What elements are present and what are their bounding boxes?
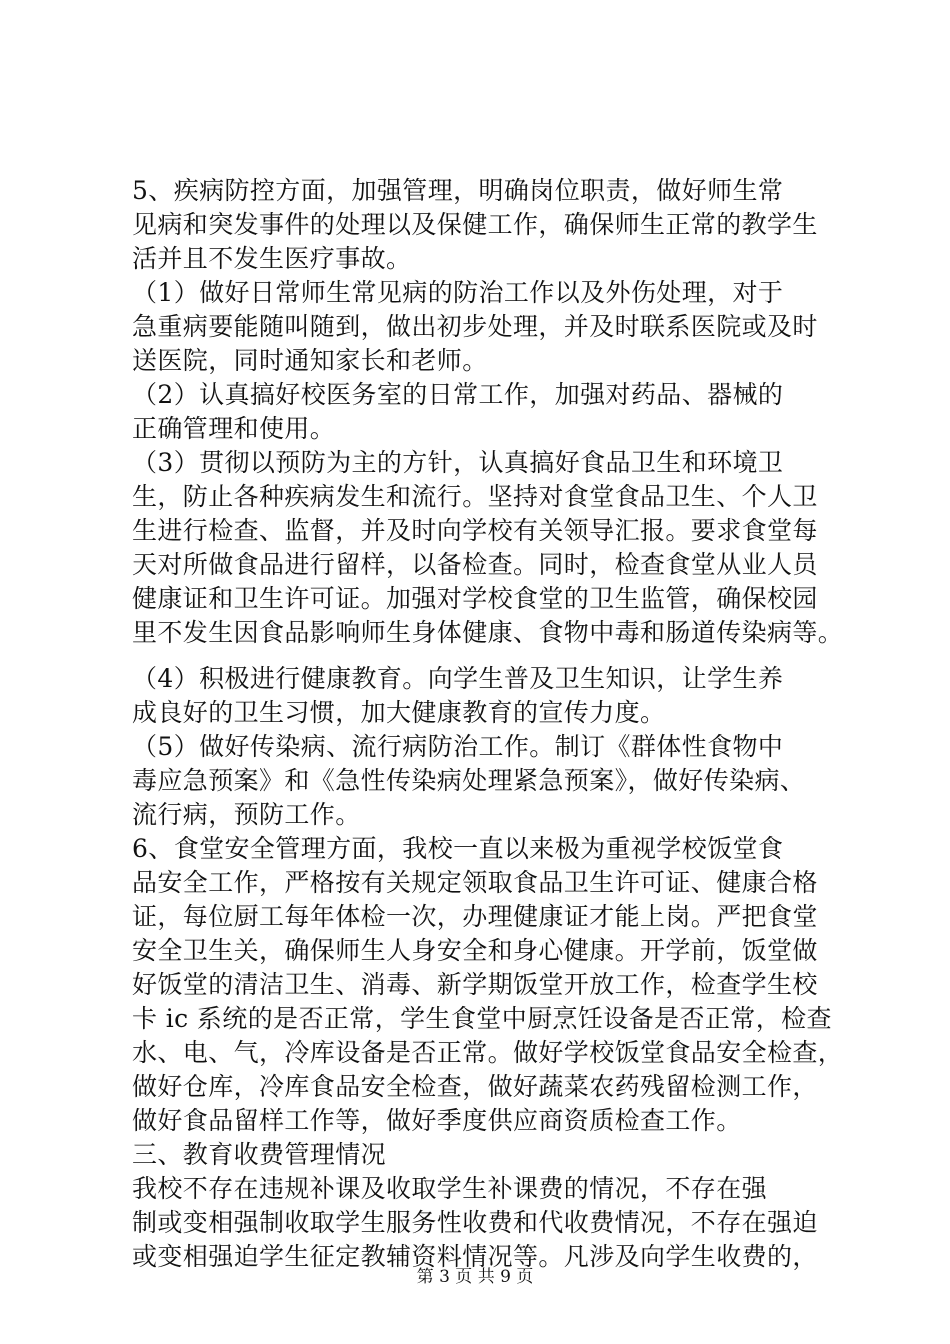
text-line: （1）做好日常师生常见病的防治工作以及外伤处理，对于	[132, 278, 784, 307]
text-line: 正确管理和使用。	[132, 414, 336, 443]
text-line: （5）做好传染病、流行病防治工作。制订《群体性食物中	[132, 732, 784, 761]
text-line: （2）认真搞好校医务室的日常工作，加强对药品、器械的	[132, 380, 784, 409]
text-line: 里不发生因食品影响师生身体健康、食物中毒和肠道传染病等。	[132, 618, 844, 647]
text-line: 卡 ic 系统的是否正常，学生食堂中厨烹饪设备是否正常，检查	[132, 1004, 832, 1033]
text-line: 毒应急预案》和《急性传染病处理紧急预案》，做好传染病、	[132, 766, 806, 795]
text-line: 制或变相强制收取学生服务性收费和代收费情况，不存在强迫	[132, 1208, 818, 1237]
text-line: 5、疾病防控方面，加强管理，明确岗位职责，做好师生常	[132, 176, 784, 205]
text-line: 急重病要能随叫随到，做出初步处理，并及时联系医院或及时	[132, 312, 818, 341]
text-line: 水、电、气，冷库设备是否正常。做好学校饭堂食品安全检查，	[132, 1038, 844, 1067]
text-line: 流行病，预防工作。	[132, 800, 361, 829]
text-line: 生，防止各种疾病发生和流行。坚持对食堂食品卫生、个人卫	[132, 482, 818, 511]
text-line: （4）积极进行健康教育。向学生普及卫生知识，让学生养	[132, 664, 784, 693]
text-line: （3）贯彻以预防为主的方针，认真搞好食品卫生和环境卫	[132, 448, 784, 477]
text-line: 证，每位厨工每年体检一次，办理健康证才能上岗。严把食堂	[132, 902, 818, 931]
text-line: 或变相强迫学生征定教辅资料情况等。凡涉及向学生收费的，	[132, 1242, 818, 1271]
text-line: 送医院，同时通知家长和老师。	[132, 346, 488, 375]
text-line: 我校不存在违规补课及收取学生补课费的情况，不存在强	[132, 1174, 768, 1203]
text-line: 生进行检查、监督，并及时向学校有关领导汇报。要求食堂每	[132, 516, 818, 545]
text-line: 安全卫生关，确保师生人身安全和身心健康。开学前，饭堂做	[132, 936, 818, 965]
text-line: 三、教育收费管理情况	[132, 1140, 387, 1169]
text-line: 成良好的卫生习惯，加大健康教育的宣传力度。	[132, 698, 666, 727]
text-line: 做好食品留样工作等，做好季度供应商资质检查工作。	[132, 1106, 742, 1135]
text-line: 见病和突发事件的处理以及保健工作，确保师生正常的教学生	[132, 210, 818, 239]
text-line: 活并且不发生医疗事故。	[132, 244, 412, 273]
text-line: 做好仓库，冷库食品安全检查，做好蔬菜农药残留检测工作，	[132, 1072, 818, 1101]
text-line: 天对所做食品进行留样，以备检查。同时，检查食堂从业人员	[132, 550, 818, 579]
text-line: 好饭堂的清洁卫生、消毒、新学期饭堂开放工作，检查学生校	[132, 970, 818, 999]
text-line: 健康证和卫生许可证。加强对学校食堂的卫生监管，确保校园	[132, 584, 818, 613]
page-number-footer: 第 3 页 共 9 页	[416, 1267, 534, 1287]
text-line: 品安全工作，严格按有关规定领取食品卫生许可证、健康合格	[132, 868, 818, 897]
text-line: 6、食堂安全管理方面，我校一直以来极为重视学校饭堂食	[132, 834, 784, 863]
